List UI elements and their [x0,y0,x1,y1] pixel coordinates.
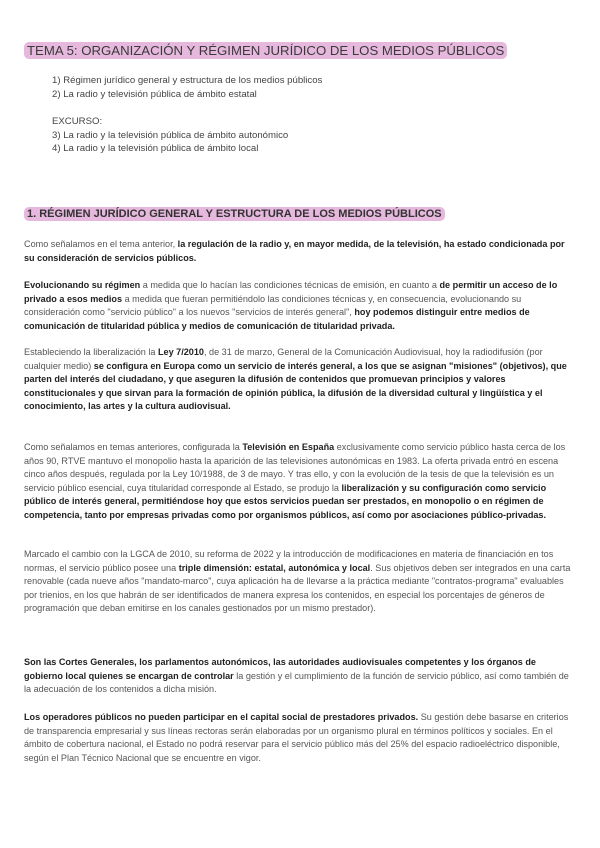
section-heading [24,208,445,220]
paragraph-4: Como señalamos en temas anteriores, configurada la Televisión en España exclusivamente como servicio público hasta cerca de los años 90, RTVE mantuvo el monopolio hasta la aparición de las televisiones autonómicas en 1983. La oferta privada entró en escena cinco años después, regulada por la Ley 10/1988, de 3 de mayo. Y tras ello, y con la evolución de la tesis de que la televisión es un servicio público esencial, cuya titularidad corresponde al Estado, se produjo la liberalización y su configuración como servicio público de interés general, permitiéndose hoy que estos servicios puedan ser prestados, en monopolio o en régimen de competencia, tanto por empresas privadas como por organismos públicos, así como por asociaciones público-privadas. [24,442,566,520]
paragraph-3: Estableciendo la liberalización la Ley 7/2010, de 31 de marzo, General de la Comunicación Audiovisual, hoy la radiodifusión (por cualquier medio) se configura en Europa como un servicio de interés general, a los que se asignan "misiones" (objetivos), que parten del interés del ciudadano, y que aseguren la difusión de contenidos que promuevan principios y valores constitucionales y que sirvan para la formación de opinión pública, la difusión de la diversidad cultural y lingüística y el conocimiento, las artes y la cultura audiovisual. [24,347,567,412]
table-of-contents [52,74,322,156]
page-title-text: TEMA 5: ORGANIZACIÓN Y RÉGIMEN JURÍDICO DE LOS MEDIOS PÚBLICOS [24,42,507,59]
paragraph-1: Como señalamos en el tema anterior, la regulación de la radio y, en mayor medida, de la televisión, ha estado condicionada por su consideración de servicios públicos. [24,239,565,263]
paragraph-6: Son las Cortes Generales, los parlamentos autonómicos, las autoridades audiovisuales competentes y los órganos de gobierno local quienes se encargan de controlar la gestión y el cumplimiento de la función de servicio público, así como también de la adecuación de los contenidos a dicha misión. [24,657,569,695]
page-title [24,43,507,58]
toc-item-2: 2) La radio y televisión pública de ámbito estatal [52,88,257,100]
toc-item-1: 1) Régimen jurídico general y estructura de los medios públicos [52,75,323,86]
toc-excurso-label: EXCURSO: [52,116,103,127]
paragraph-7: Los operadores públicos no pueden participar en el capital social de prestadores privados. Su gestión debe basarse en criterios de transparencia empresarial y sus líneas rectoras serán elaboradas por un organismo plural en términos políticos y sociales. En el ámbito de cobertura nacional, el Estado no podrá reservar para el servicio público más del 25% del espacio radioeléctrico disponible, según el Plan Técnico Nacional que se encuentre en vigor. [24,712,569,763]
paragraph-2: Evolucionando su régimen a medida que lo hacían las condiciones técnicas de emisión, en cuanto a de permitir un acceso de lo privado a esos medios a medida que fueran permitiéndolo las condiciones técnicas y, en consecuencia, evolucionando su consideración como "servicio público" a los nuevos "servicios de interés general", hoy podemos distinguir entre medios de comunicación de titularidad pública y medios de comunicación de titularidad privada. [24,280,558,331]
toc-item-4: 4) La radio y la televisión pública de ámbito local [52,143,259,154]
toc-item-3: 3) La radio y la televisión pública de ámbito autonómico [52,129,289,141]
section-heading-text: 1. RÉGIMEN JURÍDICO GENERAL Y ESTRUCTURA DE LOS MEDIOS PÚBLICOS [24,207,445,221]
paragraph-5: Marcado el cambio con la LGCA de 2010, su reforma de 2022 y la introducción de modificaciones en materia de financiación en tos normas, el servicio público posee una triple dimensión: estatal, autonómica y local. Sus objetivos deben ser integrados en una carta renovable (cada nueve años "mandato-marco", cuya aplicación ha de llevarse a la práctica mediante "contratos-programa" evaluables por trienios, en los que habrán de ser identificados de manera expresa los contenidos, en especial los porcentajes de géneros de programación que deban emitirse en los canales gestionados por un mismo prestador). [24,549,571,614]
